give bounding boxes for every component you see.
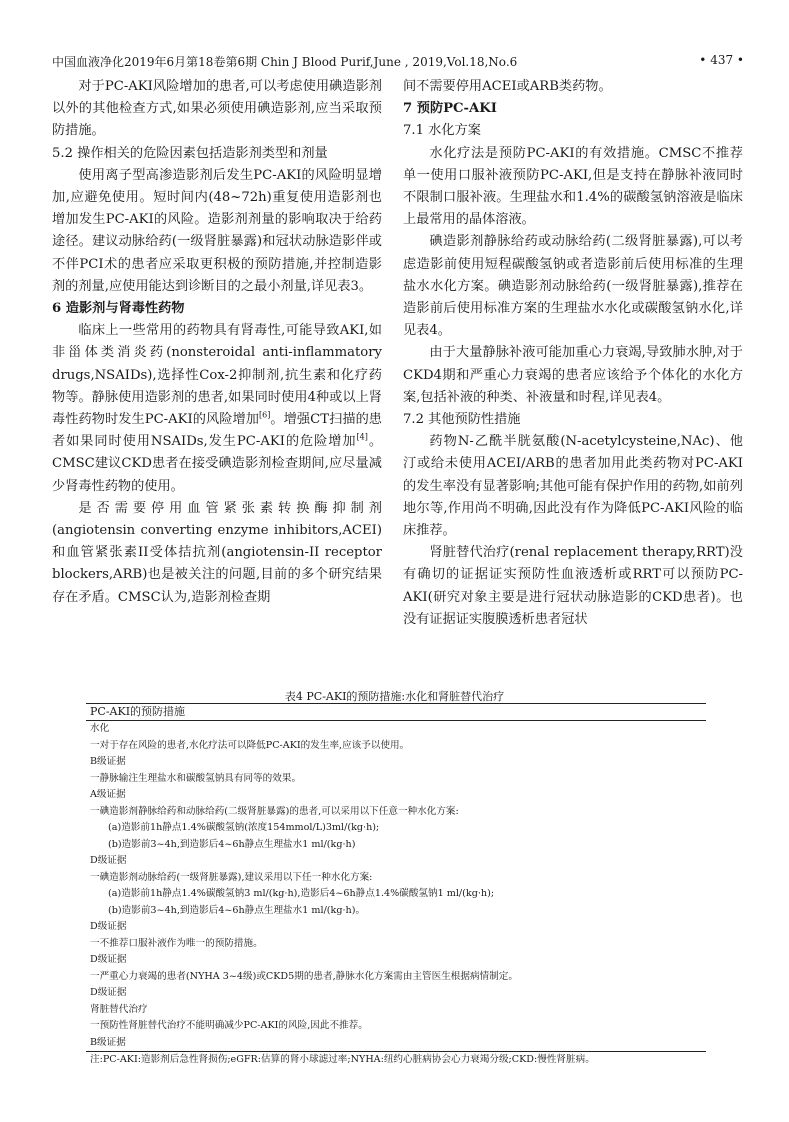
section-heading: 7.2 其他预防性措施 <box>403 412 521 428</box>
table-row: (a)造影前1h静点1.4%碳酸氢钠3 ml/(kg·h),造影后4~6h静点1.4%碳酸氢钠1 ml/(kg·h); <box>108 888 495 899</box>
paragraph: 碘造影剂静脉给药或动脉给药(二级肾脏暴露),可以考虑造影前使用短程碳酸氢钠或者造影前后使用标准的生理盐水水化方案。碘造影剂动脉给药(一级肾脏暴露),推荐在造影前后使用标准方案的生理盐水水化或碳酸氢钠水化,详见表4。 <box>403 234 743 339</box>
left-column <box>52 76 382 609</box>
table-row: 肾脏替代治疗 <box>90 1003 148 1015</box>
table-row: 水化 <box>90 723 110 734</box>
evidence-level: B级证据 <box>90 756 126 767</box>
paragraph: 临床上一些常用的药物具有肾毒性,可能导致AKI,如非甾体类消炎药(nonsteroidal anti-inflammatory drugs,NSAIDs),选择性Cox-2抑制剂,抗生素和化疗药物等。静脉使用造影剂的患者,如果同时使用4种或以上肾毒性药物时发生PC-AKI的风险增加[6]。增强CT扫描的患者如果同时使用NSAIDs,发生PC-AKI的危险增加[4]。CMSC建议CKD患者在接受碘造影剂检查期间,应尽量减少肾毒性药物的使用。 <box>52 323 383 494</box>
paragraph: 药物N-乙酰半胱氨酸(N-acetylcysteine,NAc)、他汀或给未使用ACEI/ARB的患者加用此类药物对PC-AKI的发生率没有显著影响;其他可能有保护作用的药物,如前列地尔等,作用尚不明确,因此没有作为降低PC-AKI风险的临床推荐。 <box>403 434 743 539</box>
section-heading: 5.2 操作相关的危险因素包括造影剂类型和剂量 <box>52 145 328 161</box>
table-row: 一静脉输注生理盐水和碳酸氢钠具有同等的效果。 <box>90 772 302 784</box>
evidence-level: D级证据 <box>90 921 127 932</box>
paragraph: 对于PC-AKI风险增加的患者,可以考虑使用碘造影剂以外的其他检查方式,如果必须使用碘造影剂,应当采取预防措施。 <box>52 79 382 139</box>
evidence-level: D级证据 <box>90 855 127 866</box>
evidence-level: A级证据 <box>90 789 126 800</box>
section-heading: 7 预防PC-AKI <box>403 101 497 117</box>
table-row: (a)造影前1h静点1.4%碳酸氢钠(浓度154mmol/L)3ml/(kg·h); <box>108 822 380 833</box>
table-row: 一碘造影剂动脉给药(一级肾脏暴露),建议采用以下任一种水化方案: <box>90 871 373 883</box>
paragraph: 间不需要停用ACEI或ARB类药物。 <box>403 79 612 94</box>
table-body <box>86 721 706 1051</box>
table-row: 一不推荐口服补液作为唯一的预防措施。 <box>90 937 263 949</box>
table-row: 一严重心力衰竭的患者(NYHA 3~4级)或CKD5期的患者,静脉水化方案需由主管医生根据病情制定。 <box>90 970 518 982</box>
table-note: 注:PC-AKI:造影剂后急性肾损伤;eGFR:估算的肾小球滤过率;NYHA:纽约心脏病协会心力衰竭分级;CKD:慢性肾脏病。 <box>90 1054 595 1065</box>
table-header: PC-AKI的预防措施 <box>90 705 186 718</box>
paragraph: 肾脏替代治疗(renal replacement therapy,RRT)没有确切的证据证实预防性血液透析或RRT可以预防PC-AKI(研究对象主要是进行冠状动脉造影的CKD患者)。也没有证据证实腹膜透析患者冠状 <box>403 545 743 627</box>
table-row: (b)造影前3~4h,到造影后4~6h静点生理盐水1 ml/(kg·h)。 <box>108 904 366 916</box>
table-row: 一对于存在风险的患者,水化疗法可以降低PC-AKI的发生率,应该予以使用。 <box>90 739 410 751</box>
citation: [4] <box>356 432 368 442</box>
paragraph: 是否需要停用血管紧张素转换酶抑制剂(angiotensin converting enzyme inhibitors,ACEI)和血管紧张素II受体拮抗剂(angiotensin-II receptor blockers,ARB)也是被关注的问题,目前的多个研究结果存在矛盾。CMSC认为,造影剂检查期 <box>52 500 382 605</box>
table-row: (b)造影前3~4h,到造影后4~6h静点生理盐水1 ml/(kg·h) <box>108 838 356 850</box>
evidence-level: B级证据 <box>90 1036 126 1048</box>
evidence-level: D级证据 <box>90 987 127 998</box>
paragraph: 由于大量静脉补液可能加重心力衰竭,导致肺水肿,对于CKD4期和严重心力衰竭的患者应该给予个体化的水化方案,包括补液的种类、补液量和时程,详见表4。 <box>403 345 743 405</box>
section-heading: 7.1 水化方案 <box>403 123 481 139</box>
page-number: • 437 • <box>699 53 744 67</box>
table-row: 一碘造影剂静脉给药和动脉给药(二级肾脏暴露)的患者,可以采用以下任意一种水化方案: <box>90 805 459 817</box>
table-4 <box>86 703 706 1068</box>
evidence-level: D级证据 <box>90 954 127 965</box>
table-caption: 表4 PC-AKI的预防措施:水化和肾脏替代治疗 <box>284 690 505 703</box>
paragraph: 使用离子型高渗造影剂后发生PC-AKI的风险明显增加,应避免使用。短时间内(48~72h)重复使用造影剂也增加发生PC-AKI的风险。造影剂剂量的影响取决于给药途径。建议动脉给药(一级肾脏暴露)和冠状动脉造影伴或不伴PCI术的患者应采取更积极的预防措施,并控制造影剂的剂量,应使用能达到诊断目的之最小剂量,详见表3。 <box>52 167 382 294</box>
right-column <box>403 76 743 631</box>
section-heading: 6 造影剂与肾毒性药物 <box>52 301 185 317</box>
citation: [6] <box>259 410 271 420</box>
journal-header: 中国血液净化2019年6月第18卷第6期 Chin J Blood Purif,June , 2019,Vol.18,No.6 <box>52 55 518 69</box>
paragraph: 水化疗法是预防PC-AKI的有效措施。CMSC不推荐单一使用口服补液预防PC-AKI,但是支持在静脉补液同时不限制口服补液。生理盐水和1.4%的碳酸氢钠溶液是临床上最常用的晶体溶液。 <box>403 145 743 228</box>
table-row: 一预防性肾脏替代治疗不能明确减少PC-AKI的风险,因此不推荐。 <box>90 1020 368 1031</box>
